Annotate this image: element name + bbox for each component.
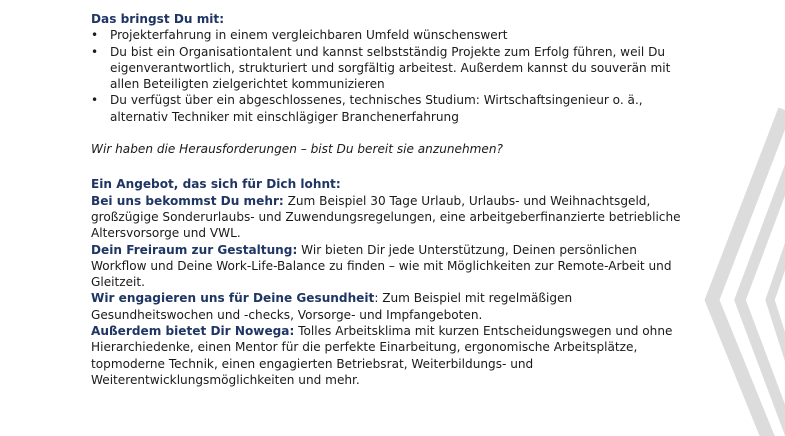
- offer-text: Wir bieten Dir jede Unterstützung, Deinen persönlichen Workflow und Deine Work-Life-Balance zu finden – wie mit Möglichkeiten zur Remote-Arbeit und Gleitzeit.: [91, 242, 672, 290]
- list-item: [91, 27, 691, 43]
- offer-paragraph: [91, 193, 691, 242]
- requirements-list: [91, 27, 691, 125]
- section-heading-offer: Ein Angebot, das sich für Dich lohnt:: [91, 177, 341, 192]
- offer-paragraph: [91, 290, 691, 323]
- list-item-text: Projekterfahrung in einem vergleichbaren Umfeld wünschenswert: [110, 28, 508, 43]
- chevron-stripe-middle: [740, 140, 785, 436]
- chevron-stripe-inner: [770, 170, 785, 436]
- offer-paragraph: [91, 323, 691, 388]
- challenge-statement: Wir haben die Herausforderungen – bist Du bereit sie anzunehmen?: [91, 142, 503, 157]
- document-body: [91, 11, 691, 388]
- offer-lead: Außerdem bietet Dir Nowega:: [91, 324, 295, 339]
- offer-text: Zum Beispiel 30 Tage Urlaub, Urlaubs- und Weihnachtsgeld, großzügige Sonderurlaubs- und Zuwendungsregelungen, eine arbeitgeberfinanzierte betriebliche Altersvorsorge und VWL.: [91, 193, 681, 241]
- offer-text: : Zum Beispiel mit regelmäßigen Gesundheitswochen und -checks, Vorsorge- und Impfangeboten.: [91, 291, 573, 322]
- offer-lead: Bei uns bekommst Du mehr:: [91, 193, 284, 208]
- section-heading-requirements: Das bringst Du mit:: [91, 12, 225, 26]
- list-item-text: Du verfügst über ein abgeschlossenes, technisches Studium: Wirtschaftsingenieur o. ä., alternativ Techniker mit einschlägiger Branchenerfahrung: [110, 93, 643, 124]
- list-item: [91, 92, 691, 125]
- bullet-icon: •: [91, 44, 99, 59]
- bullet-icon: •: [91, 28, 99, 43]
- bullet-icon: •: [91, 93, 99, 108]
- list-item: [91, 44, 691, 93]
- offer-paragraph: [91, 242, 691, 291]
- offer-text: Tolles Arbeitsklima mit kurzen Entscheidungswegen und ohne Hierarchiedenke, einen Mentor für die perfekte Einarbeitung, ergonomische Arbeitsplätze, topmoderne Technik, einen engagierten Betriebsrat, Weiterbildungs- und Weiterentwicklungsmöglichkeiten und mehr.: [91, 324, 673, 387]
- offer-lead: Wir engagieren uns für Deine Gesundheit: [91, 291, 375, 306]
- chevron-stripe-outer: [712, 110, 785, 436]
- offer-lead: Dein Freiraum zur Gestaltung:: [91, 242, 298, 257]
- list-item-text: Du bist ein Organisationtalent und kannst selbstständig Projekte zum Erfolg führen, weil Du eigenverantwortlich, strukturiert und sorgfältig arbeitest. Außerdem kannst du souverän mit allen Beteiligten zielgerichtet kommunizieren: [110, 44, 671, 92]
